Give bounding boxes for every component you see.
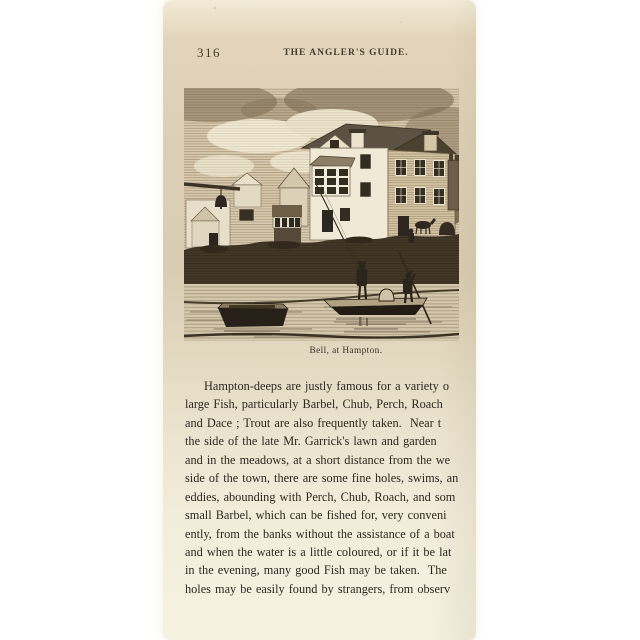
text-line: holes may be easily found by strangers, from observ — [185, 581, 451, 596]
figure-caption: Bell, at Hampton. — [309, 346, 383, 356]
tall-chimney — [448, 153, 459, 210]
engraving-figure — [184, 88, 459, 341]
text-line: and Dace ; Trout are also frequently taken. Near t — [185, 415, 442, 430]
bay-window — [310, 156, 355, 196]
text-line: in the evening, many good Fish may be taken. The — [185, 563, 447, 578]
text-line: the side of the late Mr. Garrick's lawn and garden — [185, 434, 437, 449]
engraving-illustration — [184, 88, 459, 341]
text-line: side of the town, there are some fine holes, swims, an — [185, 471, 459, 486]
text-line: and when the water is a little coloured, or if it be lat — [185, 544, 452, 559]
text-line: eddies, abounding with Perch, Chub, Roach, and som — [185, 489, 456, 504]
page-header — [163, 45, 476, 63]
running-title: THE ANGLER'S GUIDE. — [283, 48, 409, 58]
body-text — [185, 377, 476, 598]
text-line: small Barbel, which can be fished for, very conveni — [185, 508, 447, 523]
text-line: ently, from the banks without the assistance of a boat — [185, 526, 455, 541]
text-line: Hampton-deeps are justly famous for a variety o — [204, 379, 450, 393]
walking-figure — [409, 229, 415, 243]
text-line: and in the meadows, at a short distance from the we — [185, 452, 451, 467]
text-line: large Fish, particularly Barbel, Chub, Perch, Roach — [185, 397, 443, 412]
book-page — [163, 0, 476, 640]
page-number: 316 — [197, 45, 221, 60]
